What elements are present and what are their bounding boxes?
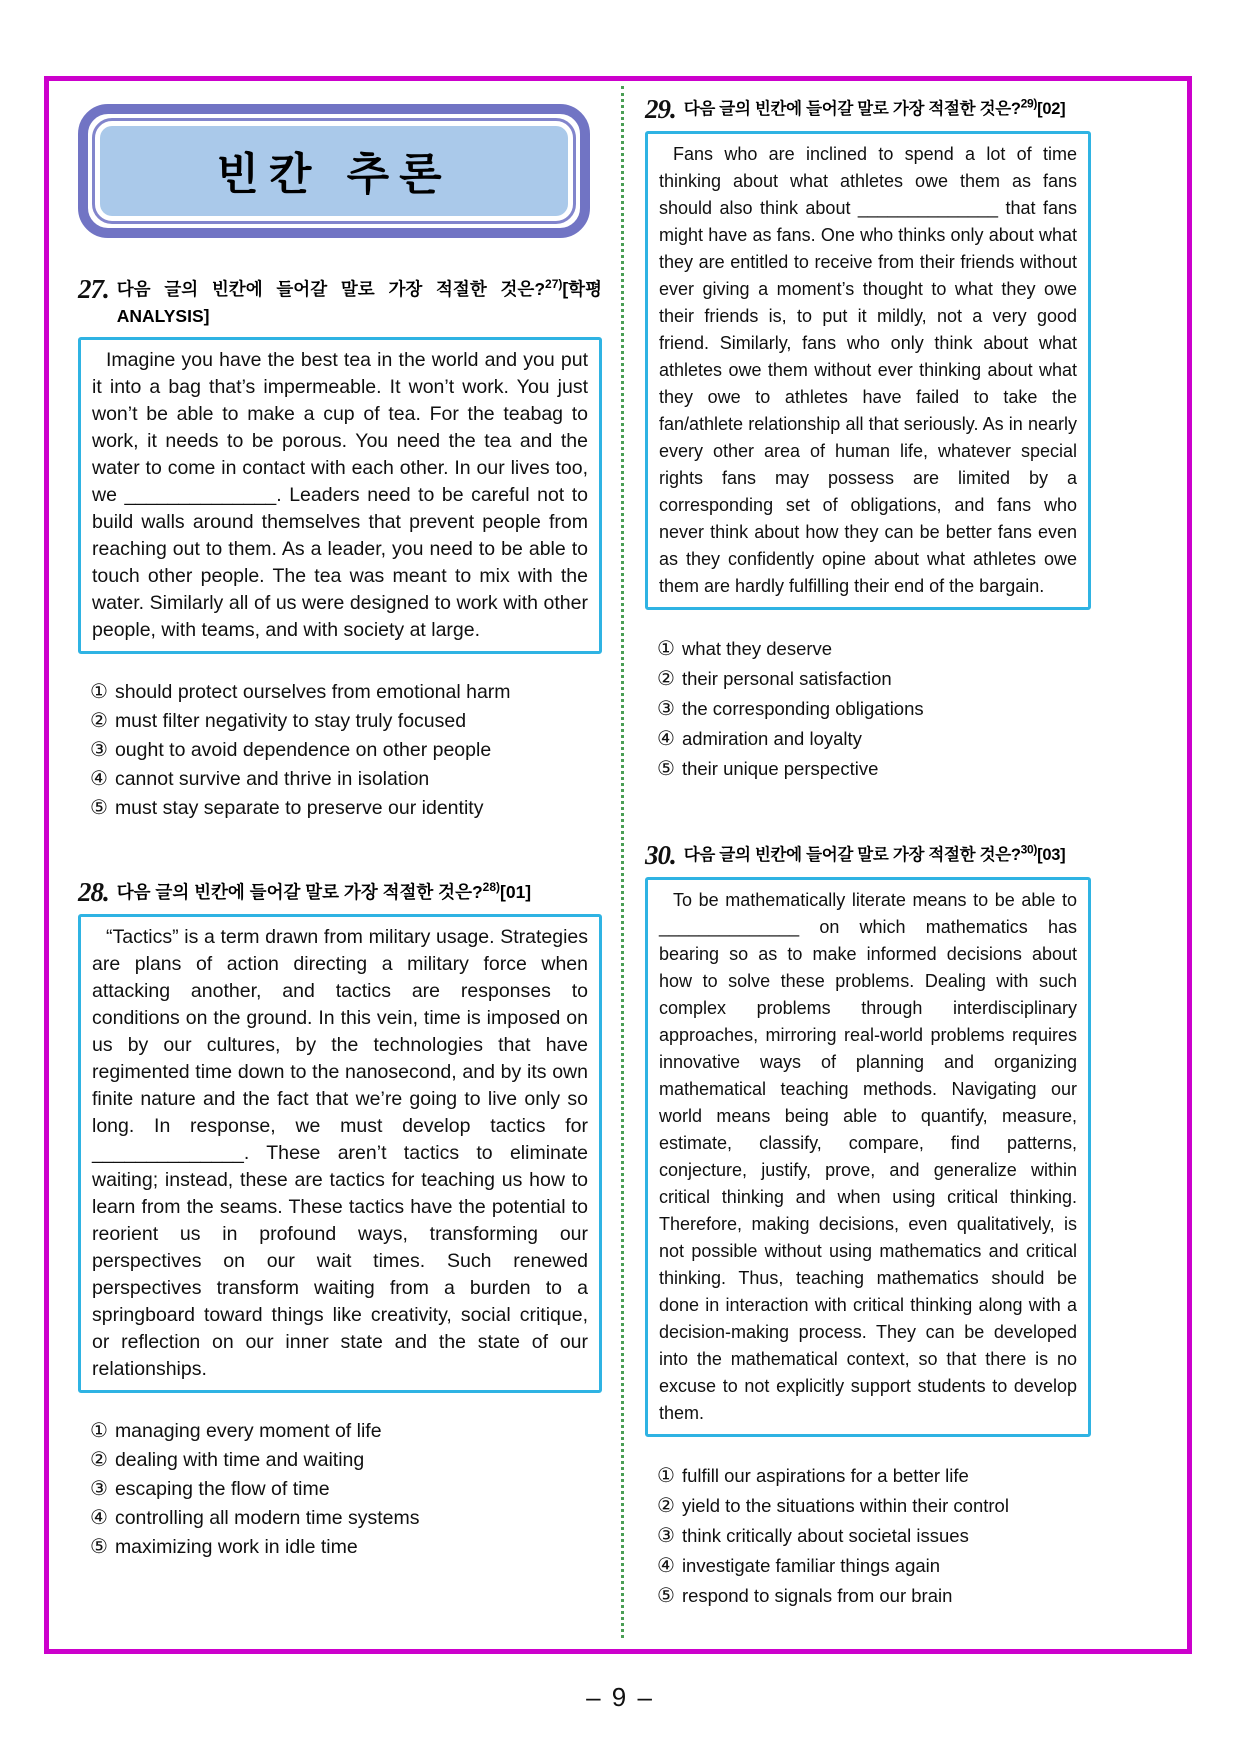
choice-option — [657, 724, 1091, 754]
circled-number-icon: ③ — [90, 1478, 108, 1500]
prompt-text: 다음 글의 빈칸에 들어갈 말로 가장 적절한 것은? — [683, 100, 1021, 118]
choice-option — [657, 1461, 1091, 1491]
choice-text: investigate familiar things again — [681, 1555, 941, 1576]
question-30-passage-box — [645, 877, 1091, 1437]
choice-text: cannot survive and thrive in isolation — [114, 768, 430, 790]
source-tag: [01] — [500, 882, 532, 902]
question-27-prompt — [117, 276, 602, 330]
choice-text: controlling all modern time systems — [114, 1507, 420, 1529]
choice-option — [90, 1475, 602, 1504]
circled-number-icon: ① — [657, 638, 675, 660]
choice-text: escaping the flow of time — [114, 1478, 330, 1500]
question-28-header — [78, 879, 602, 906]
question-29-number: 29. — [645, 94, 676, 124]
question-30-header — [645, 842, 1091, 869]
choice-option — [90, 1504, 602, 1533]
circled-number-icon: ③ — [657, 698, 675, 720]
circled-number-icon: ⑤ — [657, 758, 675, 780]
right-column — [645, 96, 1091, 1611]
circled-number-icon: ② — [657, 668, 675, 690]
choice-option — [90, 1533, 602, 1562]
choice-option — [657, 694, 1091, 724]
question-28-choices — [90, 1417, 602, 1562]
source-tag: [03] — [1037, 846, 1066, 864]
choice-option — [657, 1581, 1091, 1611]
prompt-text: 다음 글의 빈칸에 들어갈 말로 가장 적절한 것은? — [683, 846, 1021, 864]
question-29-prompt — [684, 96, 1091, 123]
circled-number-icon: ① — [657, 1465, 675, 1487]
choice-text: admiration and loyalty — [681, 728, 862, 749]
choice-text: think critically about societal issues — [681, 1525, 969, 1546]
circled-number-icon: ⑤ — [657, 1585, 675, 1607]
page-number: – 9 – — [586, 1682, 654, 1712]
choice-option — [90, 794, 602, 823]
question-29-choices — [657, 634, 1091, 784]
circled-number-icon: ③ — [657, 1525, 675, 1547]
choice-option — [657, 664, 1091, 694]
footnote-marker: 28) — [482, 880, 501, 895]
question-29-header — [645, 96, 1091, 123]
prompt-text: 다음 글의 빈칸에 들어갈 말로 가장 적절한 것은? — [116, 882, 483, 902]
prompt-text: 다음 글의 빈칸에 들어갈 말로 가장 적절한 것은? — [116, 279, 546, 299]
choice-option — [657, 1491, 1091, 1521]
choice-option — [657, 1521, 1091, 1551]
choice-text: should protect ourselves from emotional harm — [114, 681, 511, 703]
choice-text: their unique perspective — [681, 758, 879, 779]
circled-number-icon: ④ — [657, 728, 675, 750]
question-29-passage-box — [645, 131, 1091, 610]
footnote-marker: 27) — [545, 277, 563, 292]
question-28-passage-box — [78, 914, 602, 1393]
choice-text: dealing with time and waiting — [114, 1449, 365, 1471]
circled-number-icon: ⑤ — [90, 1536, 108, 1558]
circled-number-icon: ① — [90, 1420, 108, 1442]
column-divider — [621, 86, 624, 1638]
choice-option — [657, 1551, 1091, 1581]
source-tag: [02] — [1037, 100, 1066, 118]
choice-text: managing every moment of life — [114, 1420, 382, 1442]
circled-number-icon: ② — [90, 710, 108, 732]
section-title-inner-ring — [92, 118, 576, 224]
choice-option — [90, 1417, 602, 1446]
question-29-passage-text: Fans who are inclined to spend a lot of time thinking about what athletes owe them as fans should also think about ______________ that fans might have as fans. One who thinks only about what they are entitled to receive from their friends without ever giving a moment’s thought to what they owe their friends is, to put it mildly, not a very good friend. Similarly, fans who only think about what athletes owe them without ever thinking about what they owe to athletes have failed to take the fan/athlete relationship all that seriously. As in nearly every other area of human life, whatever special rights fans may possess are limited by a corresponding set of obligations, and fans who never think about how they can be better fans even as they confidently opine about what athletes owe them are hardly fulfilling their end of the bargain. — [659, 144, 1077, 596]
choice-option — [90, 765, 602, 794]
choice-text: must stay separate to preserve our identity — [114, 797, 484, 819]
question-27-header — [78, 276, 602, 330]
circled-number-icon: ③ — [90, 739, 108, 761]
choice-text: the corresponding obligations — [681, 698, 924, 719]
question-28-number: 28. — [78, 877, 109, 907]
question-27-passage-text: Imagine you have the best tea in the world and you put it into a bag that’s impermeable. It won’t work. You just won’t be able to make a cup of tea. For the teabag to work, it needs to be porous. You need the tea and the water to come in contact with each other. In our lives too, we ______________. Leaders need to be careful not to build walls around themselves that prevent people from reaching out to them. As a leader, you need to be able to touch other people. The tea was meant to mix with the water. Similarly all of us were designed to work with other people, with teams, and with society at large. — [92, 349, 588, 641]
footnote-marker: 29) — [1020, 96, 1038, 111]
circled-number-icon: ④ — [90, 768, 108, 790]
choice-option — [657, 754, 1091, 784]
choice-option — [90, 1446, 602, 1475]
choice-text: ought to avoid dependence on other people — [114, 739, 492, 761]
choice-text: maximizing work in idle time — [114, 1536, 358, 1558]
question-27-number: 27. — [78, 274, 109, 304]
source-tag: [학평 — [562, 279, 602, 299]
question-30-prompt — [684, 842, 1091, 869]
choice-text: their personal satisfaction — [681, 668, 892, 689]
left-column — [78, 100, 602, 1562]
choice-text: respond to signals from our brain — [681, 1585, 953, 1606]
choice-text: yield to the situations within their control — [681, 1495, 1009, 1516]
choice-text: fulfill our aspirations for a better life — [681, 1465, 969, 1486]
circled-number-icon: ① — [90, 681, 108, 703]
choice-text: must filter negativity to stay truly focused — [114, 710, 467, 732]
section-title-box — [78, 104, 590, 238]
footnote-marker: 30) — [1020, 842, 1038, 857]
question-27-prompt-line1 — [117, 276, 602, 303]
choice-option — [90, 678, 602, 707]
circled-number-icon: ④ — [90, 1507, 108, 1529]
question-28-prompt — [117, 879, 602, 906]
choice-option — [90, 736, 602, 765]
circled-number-icon: ⑤ — [90, 797, 108, 819]
circled-number-icon: ② — [657, 1495, 675, 1517]
question-27-choices — [90, 678, 602, 823]
question-30-passage-text: To be mathematically literate means to be able to ______________ on which mathematics has bearing so as to make informed decisions about how to solve these problems. Dealing with such complex problems through interdisciplinary approaches, mirroring real-world problems requires innovative ways of planning and organizing mathematical teaching methods. Navigating our world means being able to quantify, measure, estimate, classify, compare, find patterns, conjecture, justify, prove, and generalize within critical thinking and when using critical thinking. Therefore, making decisions, even qualitatively, is not possible without using mathematics and critical thinking. Thus, teaching mathematics should be done in interaction with critical thinking along with a decision-making process. They can be developed into the mathematical context, so that there is no excuse to not explicitly support students to develop them. — [659, 890, 1077, 1423]
question-30-number: 30. — [645, 840, 676, 870]
choice-option — [657, 634, 1091, 664]
choice-option — [90, 707, 602, 736]
circled-number-icon: ④ — [657, 1555, 675, 1577]
question-28-passage-text: “Tactics” is a term drawn from military usage. Strategies are plans of action directing a military force when attacking another, and tactics are responses to conditions on the ground. In this vein, time is imposed on us by our cultures, by the technologies that have regimented time down to the nanosecond, and by its own finite nature and the fact that we’re going to live only so long. In response, we must develop tactics for ______________. These aren’t tactics to eliminate waiting; instead, these are tactics for teaching us how to learn from the seams. These tactics have the potential to reorient us in profound ways, transforming our perspectives on our wait times. Such renewed perspectives transform waiting from a burden to a springboard toward things like creativity, social critique, or reflection on our inner state and the state of our relationships. — [92, 926, 588, 1380]
circled-number-icon: ② — [90, 1449, 108, 1471]
section-title: 빈칸 추론 — [100, 126, 568, 216]
question-30-choices — [657, 1461, 1091, 1611]
choice-text: what they deserve — [681, 638, 833, 659]
question-27-passage-box — [78, 337, 602, 654]
source-tag-line2: ANALYSIS] — [116, 306, 210, 326]
